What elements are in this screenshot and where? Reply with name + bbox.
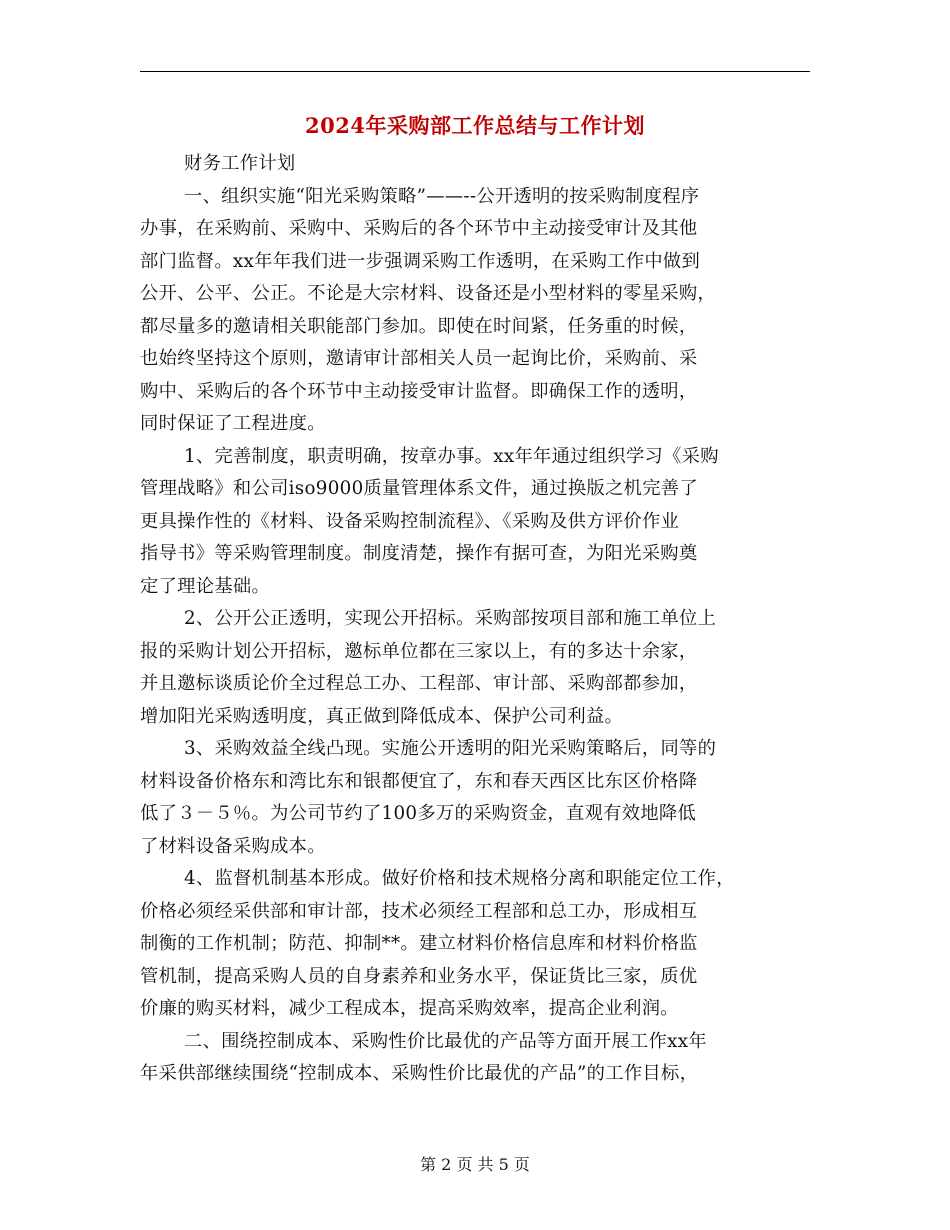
text-line: 一、组织实施“阳光采购策略”——--公开透明的按采购制度程序	[184, 185, 700, 207]
text-line: 购中、采购后的各个环节中主动接受审计监督。即确保工作的透明，	[140, 380, 698, 402]
text-line: 同时保证了工程进度。	[140, 413, 326, 434]
text-line: 价廉的购买材料，减少工程成本，提高采购效率，提高企业利润。	[140, 998, 679, 1019]
text-line: 办事，在采购前、采购中、采购后的各个环节中主动接受审计及其他	[140, 218, 698, 239]
text-line: 公开、公平、公正。不论是大宗材料、设备还是小型材料的零星采购，	[140, 283, 717, 304]
text-line: 也始终坚持这个原则，邀请审计部相关人员一起询比价，采购前、采	[140, 348, 698, 369]
header-rule	[140, 71, 810, 72]
text-line: 财务工作计划	[184, 153, 296, 174]
text-line: 二、围绕控制成本、采购性价比最优的产品等方面开展工作xx年	[184, 1030, 707, 1052]
text-line: 年采供部继续围绕“控制成本、采购性价比最优的产品”的工作目标，	[140, 1063, 699, 1084]
text-line: 了材料设备采购成本。	[140, 835, 326, 857]
text-line: 管理战略》和公司iso9000质量管理体系文件，通过换版之机完善了	[140, 478, 698, 499]
text-line: 2、公开公正透明，实现公开招标。采购部按项目部和施工单位上	[184, 608, 717, 629]
document-title: 2024年采购部工作总结与工作计划	[305, 113, 645, 138]
text-line: 报的采购计划公开招标，邀标单位都在三家以上，有的多达十余家，	[140, 640, 698, 662]
text-line: 材料设备价格东和湾比东和银都便宜了，东和春天西区比东区价格降	[140, 770, 698, 792]
text-line: 4、监督机制基本形成。做好价格和技术规格分离和职能定位工作，	[184, 868, 735, 889]
text-line: 指导书》等采购管理制度。制度清楚，操作有据可查，为阳光采购奠	[140, 543, 698, 564]
text-line: 价格必须经采供部和审计部，技术必须经工程部和总工办，形成相互	[140, 900, 698, 922]
text-line: 制衡的工作机制；防范、抑制**。建立材料价格信息库和材料价格监	[140, 933, 698, 954]
document-body	[140, 148, 812, 1091]
text-line: 更具操作性的《材料、设备采购控制流程》、《采购及供方评价作业	[140, 510, 680, 532]
text-line: 增加阳光采购透明度，真正做到降低成本、保护公司利益。	[140, 705, 624, 727]
page-footer: 第 2 页 共 5 页	[420, 1155, 530, 1174]
text-line: 并且邀标谈质论价全过程总工办、工程部、审计部、采购部都参加，	[140, 673, 698, 694]
text-line: 1、完善制度，职责明确，按章办事。xx年年通过组织学习《采购	[184, 445, 719, 467]
text-line: 定了理论基础。	[140, 575, 271, 597]
text-line: 管机制，提高采购人员的自身素养和业务水平，保证货比三家，质优	[140, 965, 698, 987]
text-line: 低了３－５％。为公司节约了100多万的采购资金，直观有效地降低	[140, 803, 697, 824]
text-line: 部门监督。xx年年我们进一步强调采购工作透明，在采购工作中做到	[140, 250, 701, 272]
text-line: 3、采购效益全线凸现。实施公开透明的阳光采购策略后，同等的	[184, 738, 717, 759]
text-line: 都尽量多的邀请相关职能部门参加。即使在时间紧，任务重的时候，	[140, 315, 698, 337]
